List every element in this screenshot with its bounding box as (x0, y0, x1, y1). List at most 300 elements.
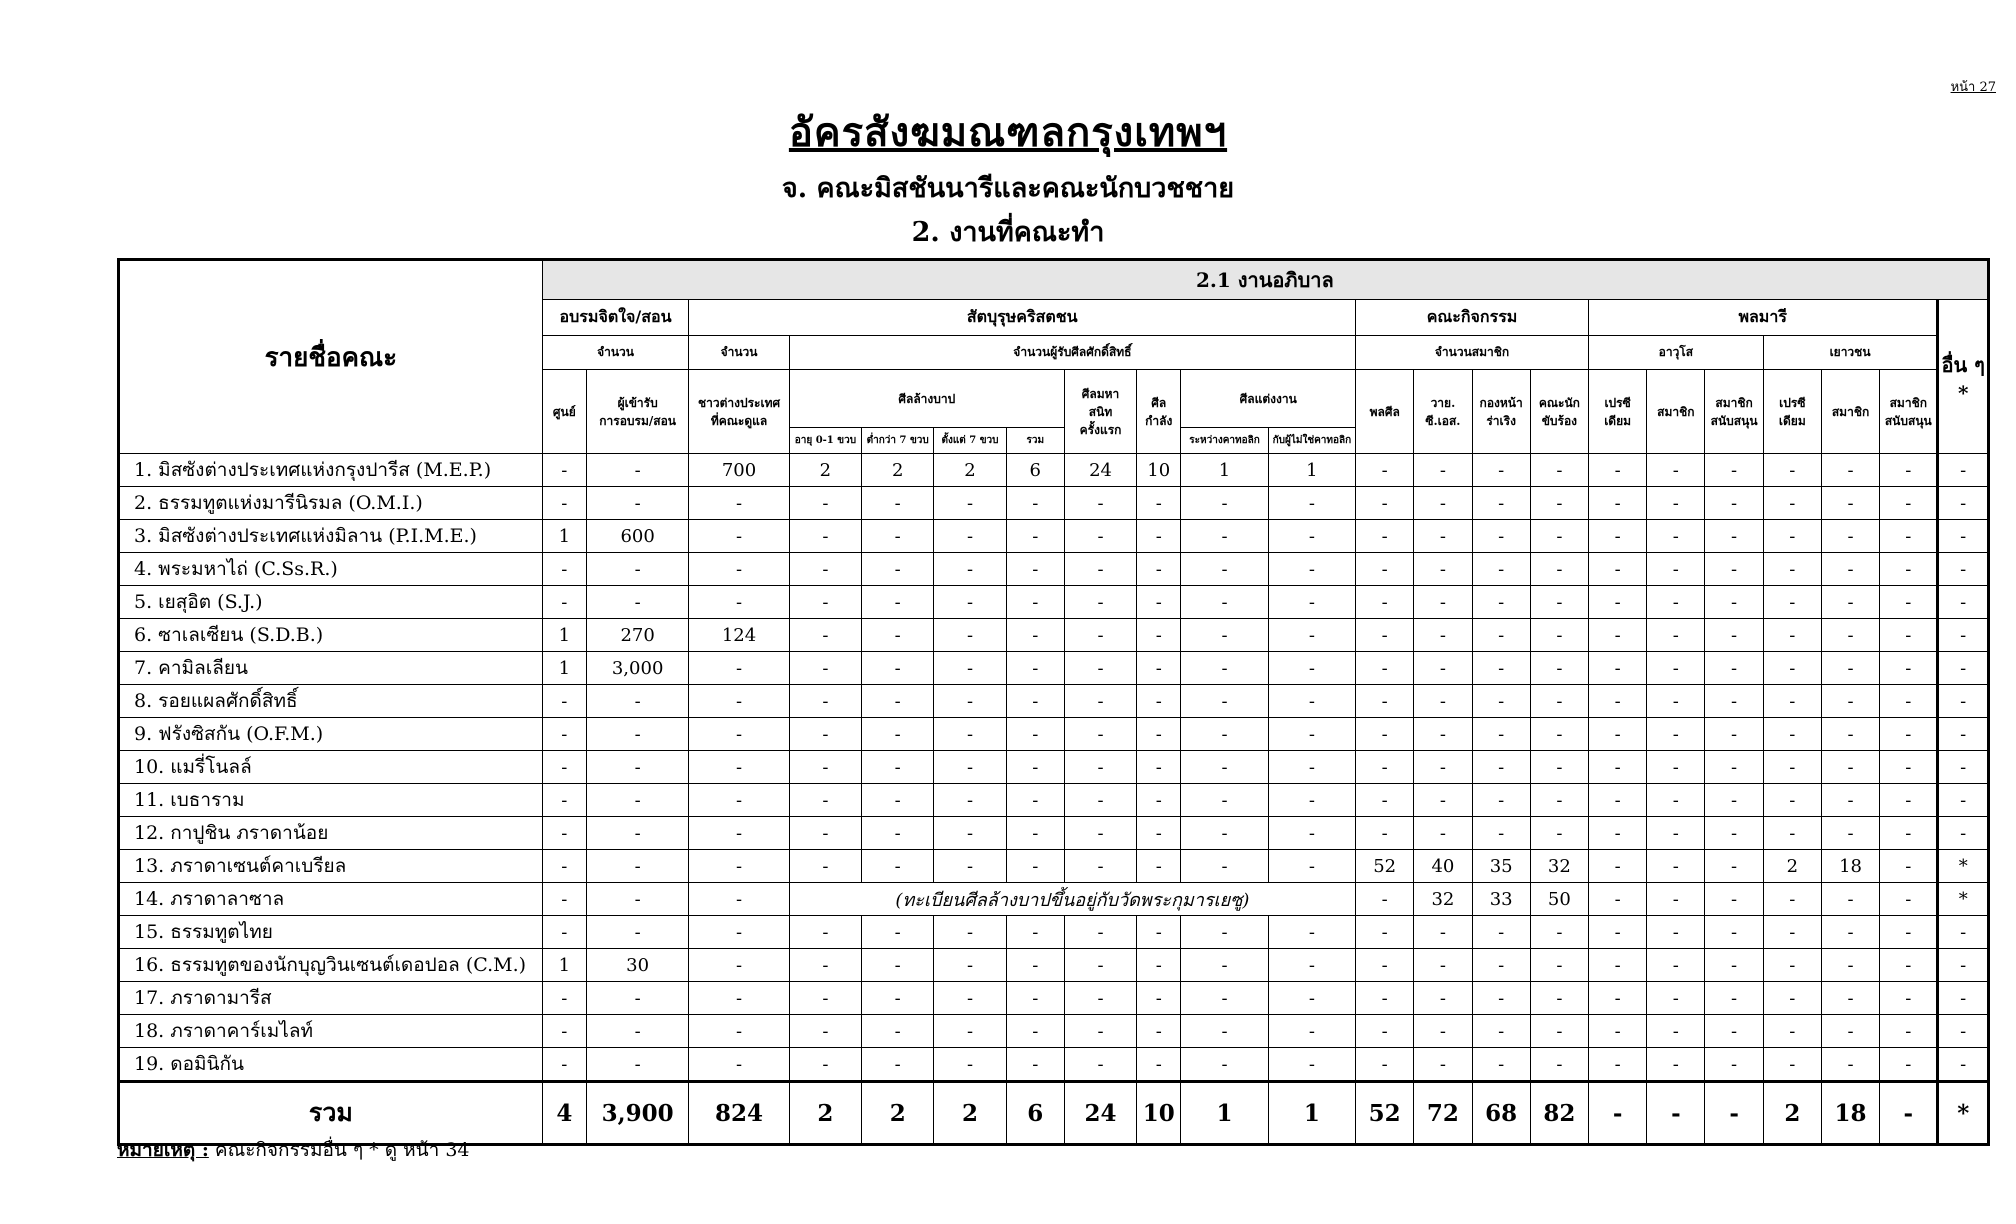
table-cell: - (1763, 454, 1821, 487)
table-cell: - (1763, 883, 1821, 916)
table-cell: - (689, 520, 789, 553)
table-cell: - (689, 817, 789, 850)
table-cell: - (1880, 1015, 1938, 1048)
table-cell: - (1006, 982, 1064, 1015)
table-cell: - (1705, 652, 1763, 685)
table-cell: - (1472, 982, 1530, 1015)
table-cell: - (1356, 751, 1414, 784)
table-cell: - (1356, 454, 1414, 487)
table-cell: - (1647, 685, 1705, 718)
table-cell: - (934, 949, 1006, 982)
table-cell: - (1880, 619, 1938, 652)
table-row (119, 520, 1989, 553)
pol-sil-header: พลศีล (1356, 370, 1414, 454)
table-cell: - (1530, 949, 1588, 982)
table-cell: - (1530, 487, 1588, 520)
table-cell: - (1880, 487, 1938, 520)
total-cell: 2 (934, 1082, 1006, 1145)
table-cell: - (1589, 949, 1647, 982)
table-cell: - (1268, 1015, 1355, 1048)
table-cell: - (689, 1015, 789, 1048)
table-cell: - (1006, 553, 1064, 586)
table-cell: 1 (542, 652, 586, 685)
baptism-header: ศีลล้างบาป (789, 370, 1064, 428)
table-cell: - (1938, 685, 1989, 718)
table-cell: - (1647, 784, 1705, 817)
table-cell: - (542, 553, 586, 586)
training-header: อบรมจิตใจ/สอน (542, 300, 689, 336)
table-cell: - (1006, 784, 1064, 817)
total-cell: - (1705, 1082, 1763, 1145)
total-cell: 72 (1414, 1082, 1472, 1145)
table-cell: - (1006, 751, 1064, 784)
table-cell: - (1006, 487, 1064, 520)
table-cell: - (934, 685, 1006, 718)
table-cell: - (689, 949, 789, 982)
foreigners-header: ชาวต่างประเทศ ที่คณะดูแล (689, 370, 789, 454)
table-cell: - (1530, 652, 1588, 685)
table-cell: - (1268, 751, 1355, 784)
table-cell: - (1181, 1048, 1268, 1082)
ycs-header: วาย. ซี.เอส. (1414, 370, 1472, 454)
table-cell: - (1414, 652, 1472, 685)
senior-header: อาวุโส (1589, 336, 1764, 370)
table-cell: - (1181, 751, 1268, 784)
table-cell: - (1821, 487, 1879, 520)
table-cell: - (1589, 487, 1647, 520)
table-cell: - (1064, 982, 1136, 1015)
table-cell: - (1705, 817, 1763, 850)
table-cell: - (1938, 454, 1989, 487)
table-row (119, 1015, 1989, 1048)
table-cell: - (1414, 487, 1472, 520)
table-cell: - (1880, 1048, 1938, 1082)
table-cell: - (1705, 487, 1763, 520)
table-cell: 50 (1530, 883, 1588, 916)
activities-header: คณะกิจกรรม (1356, 300, 1589, 336)
table-cell: - (934, 850, 1006, 883)
table-cell: - (1880, 916, 1938, 949)
name-column-header: รายชื่อคณะ (119, 260, 543, 454)
table-cell: 40 (1414, 850, 1472, 883)
table-cell: - (1880, 850, 1938, 883)
table-cell: - (1064, 1015, 1136, 1048)
table-cell: - (1006, 685, 1064, 718)
table-cell: - (862, 520, 934, 553)
table-cell: - (1880, 982, 1938, 1015)
table-cell: - (789, 784, 861, 817)
table-cell: - (1821, 718, 1879, 751)
table-cell: - (1137, 982, 1181, 1015)
table-cell: - (1414, 751, 1472, 784)
table-cell: - (789, 685, 861, 718)
table-cell: - (1006, 1048, 1064, 1082)
table-cell: - (934, 487, 1006, 520)
table-cell: - (1647, 883, 1705, 916)
table-cell: - (542, 982, 586, 1015)
table-cell: - (1268, 586, 1355, 619)
others-header: อื่น ๆ * (1938, 300, 1989, 454)
table-cell: - (1137, 553, 1181, 586)
table-row (119, 949, 1989, 982)
row-name: 3. มิสซังต่างประเทศแห่งมิลาน (P.I.M.E.) (119, 520, 543, 553)
table-cell: - (1064, 1048, 1136, 1082)
table-cell: - (789, 982, 861, 1015)
table-cell: - (862, 982, 934, 1015)
table-cell: - (1589, 1015, 1647, 1048)
table-cell: - (689, 916, 789, 949)
table-cell: - (1530, 553, 1588, 586)
table-cell: 30 (586, 949, 688, 982)
table-cell: - (1763, 619, 1821, 652)
table-cell: - (1064, 718, 1136, 751)
table-cell: - (1763, 586, 1821, 619)
table-row (119, 850, 1989, 883)
table-row (119, 454, 1989, 487)
table-cell: - (542, 685, 586, 718)
table-cell: - (542, 817, 586, 850)
table-row (119, 982, 1989, 1015)
table-cell: - (789, 1015, 861, 1048)
table-cell: - (1181, 718, 1268, 751)
table-cell: - (1589, 751, 1647, 784)
table-cell: - (789, 817, 861, 850)
table-cell: - (1414, 685, 1472, 718)
table-cell: - (1705, 454, 1763, 487)
table-cell: - (1006, 718, 1064, 751)
table-cell: - (1589, 553, 1647, 586)
table-cell: - (1268, 619, 1355, 652)
table-cell: - (542, 784, 586, 817)
table-cell: - (1137, 520, 1181, 553)
table-cell: 1 (542, 520, 586, 553)
table-cell: - (934, 784, 1006, 817)
table-cell: - (542, 916, 586, 949)
table-cell: - (862, 916, 934, 949)
table-cell: - (1821, 685, 1879, 718)
table-cell: - (1414, 586, 1472, 619)
table-cell: - (1763, 652, 1821, 685)
table-cell: - (1064, 586, 1136, 619)
table-cell: - (862, 652, 934, 685)
table-cell: - (862, 784, 934, 817)
table-row (119, 784, 1989, 817)
table-cell: - (1137, 949, 1181, 982)
table-cell: - (1137, 586, 1181, 619)
table-cell: - (1705, 850, 1763, 883)
table-cell: - (1589, 652, 1647, 685)
table-cell: - (1414, 454, 1472, 487)
table-cell: - (1268, 1048, 1355, 1082)
total-cell: 18 (1821, 1082, 1879, 1145)
table-cell: - (689, 982, 789, 1015)
table-cell: - (689, 718, 789, 751)
row-name: 5. เยสุอิต (S.J.) (119, 586, 543, 619)
table-cell: - (1647, 586, 1705, 619)
table-cell: - (1472, 652, 1530, 685)
table-cell: - (1064, 850, 1136, 883)
total-cell: 3,900 (586, 1082, 688, 1145)
marriage-mixed-header: กับผู้ไม่ใช่คาทอลิก (1268, 428, 1355, 454)
table-cell: - (1472, 454, 1530, 487)
table-cell: - (1821, 586, 1879, 619)
table-cell: - (1589, 1048, 1647, 1082)
table-cell: - (689, 850, 789, 883)
table-row (119, 1048, 1989, 1082)
table-cell: - (1268, 784, 1355, 817)
table-cell: - (1589, 883, 1647, 916)
table-cell: - (689, 784, 789, 817)
table-cell: - (1181, 652, 1268, 685)
table-row (119, 619, 1989, 652)
table-cell: - (1821, 982, 1879, 1015)
table-cell: 32 (1530, 850, 1588, 883)
table-cell: - (1705, 1048, 1763, 1082)
table-cell: - (1705, 685, 1763, 718)
table-cell: 32 (1414, 883, 1472, 916)
table-cell: - (1530, 520, 1588, 553)
table-cell: - (1356, 982, 1414, 1015)
table-cell: - (1821, 652, 1879, 685)
table-cell: - (1530, 784, 1588, 817)
table-cell: - (1589, 454, 1647, 487)
table-cell: - (1356, 586, 1414, 619)
table-cell: - (1647, 520, 1705, 553)
table-cell: - (1763, 916, 1821, 949)
table-cell: - (1064, 949, 1136, 982)
table-cell: - (1356, 784, 1414, 817)
table-cell: - (586, 553, 688, 586)
table-cell: - (1821, 553, 1879, 586)
table-container (117, 258, 1990, 1146)
table-cell: - (542, 487, 586, 520)
choir-header: คณะนัก ขับร้อง (1530, 370, 1588, 454)
table-cell: - (1472, 586, 1530, 619)
table-cell: - (689, 553, 789, 586)
table-cell: - (862, 1015, 934, 1048)
table-cell: - (1938, 916, 1989, 949)
table-cell: - (1064, 751, 1136, 784)
table-cell: - (1938, 982, 1989, 1015)
table-cell: - (1356, 652, 1414, 685)
table-cell: - (586, 487, 688, 520)
table-cell: - (789, 1048, 861, 1082)
table-cell: - (689, 883, 789, 916)
table-cell: - (1938, 619, 1989, 652)
table-cell: - (934, 619, 1006, 652)
table-cell: - (1137, 718, 1181, 751)
trainees-header: ผู้เข้ารับ การอบรม/สอน (586, 370, 688, 454)
total-cell: 2 (862, 1082, 934, 1145)
table-cell: - (1414, 916, 1472, 949)
table-cell: - (1472, 1015, 1530, 1048)
table-cell: 1 (542, 949, 586, 982)
table-cell: - (1356, 718, 1414, 751)
table-cell: 18 (1821, 850, 1879, 883)
table-cell: - (1064, 487, 1136, 520)
table-cell: - (1821, 1048, 1879, 1082)
table-cell: - (789, 916, 861, 949)
table-cell: - (1880, 652, 1938, 685)
table-cell: - (1530, 586, 1588, 619)
table-cell: - (1589, 619, 1647, 652)
table-cell: - (1763, 520, 1821, 553)
table-cell: - (1763, 553, 1821, 586)
table-cell: - (586, 1048, 688, 1082)
table-cell: - (1268, 949, 1355, 982)
remark (117, 1135, 470, 1165)
table-cell: - (1530, 685, 1588, 718)
table-cell: - (1589, 916, 1647, 949)
table-cell: - (1472, 1048, 1530, 1082)
table-cell: - (542, 1015, 586, 1048)
table-cell: - (689, 487, 789, 520)
table-cell: - (1268, 982, 1355, 1015)
table-cell: - (1414, 520, 1472, 553)
table-cell: 700 (689, 454, 789, 487)
table-cell: - (1268, 652, 1355, 685)
table-row (119, 751, 1989, 784)
senior-auxiliary-header: สมาชิก สนับสนุน (1705, 370, 1763, 454)
baptism-sum-header: รวม (1006, 428, 1064, 454)
row-name: 17. ภราดามารีส (119, 982, 543, 1015)
table-cell: 33 (1472, 883, 1530, 916)
table-cell: 270 (586, 619, 688, 652)
table-cell: - (1647, 619, 1705, 652)
total-cell: 10 (1137, 1082, 1181, 1145)
table-cell: - (1064, 553, 1136, 586)
table-cell: - (1137, 1015, 1181, 1048)
table-cell: - (1705, 883, 1763, 916)
table-cell: - (1356, 553, 1414, 586)
table-cell: - (1064, 784, 1136, 817)
center-header: ศูนย์ (542, 370, 586, 454)
table-cell: - (1530, 751, 1588, 784)
table-cell: - (586, 1015, 688, 1048)
table-cell: - (586, 751, 688, 784)
under-7-header: ต่ำกว่า 7 ขวบ (862, 428, 934, 454)
table-cell: - (1414, 982, 1472, 1015)
table-cell: - (789, 553, 861, 586)
table-cell: - (1821, 520, 1879, 553)
row-name: 13. ภราดาเซนต์คาเบรียล (119, 850, 543, 883)
subsection-subtitle: 2. งานที่คณะทำ (911, 217, 1105, 248)
table-cell: 1 (1268, 454, 1355, 487)
table-cell: - (1268, 718, 1355, 751)
table-cell: - (1938, 1015, 1989, 1048)
table-cell: - (542, 718, 586, 751)
table-cell: - (586, 817, 688, 850)
table-cell: - (689, 1048, 789, 1082)
table-cell: - (862, 817, 934, 850)
table-row (119, 652, 1989, 685)
table-cell: - (1137, 751, 1181, 784)
table-cell: - (1763, 1048, 1821, 1082)
kong-na-header: กองหน้า ร่าเริง (1472, 370, 1530, 454)
table-cell: - (1938, 586, 1989, 619)
table-cell: - (789, 520, 861, 553)
table-cell: - (1647, 817, 1705, 850)
total-cell: 824 (689, 1082, 789, 1145)
table-cell: - (1064, 520, 1136, 553)
table-cell: - (1268, 817, 1355, 850)
table-cell: - (1006, 949, 1064, 982)
table-cell: - (1414, 784, 1472, 817)
table-cell: - (1647, 718, 1705, 751)
table-cell: - (1589, 850, 1647, 883)
total-cell: 2 (789, 1082, 861, 1145)
table-cell: - (1705, 1015, 1763, 1048)
table-cell: 1 (542, 619, 586, 652)
remark-label: หมายเหตุ : (117, 1139, 209, 1161)
table-cell: - (789, 619, 861, 652)
table-cell: - (1880, 751, 1938, 784)
table-cell: - (586, 784, 688, 817)
table-cell: - (1064, 817, 1136, 850)
table-cell: - (934, 718, 1006, 751)
table-cell: - (1763, 817, 1821, 850)
table-cell: - (862, 850, 934, 883)
table-cell: - (542, 751, 586, 784)
row-name: 18. ภราดาคาร์เมไลท์ (119, 1015, 543, 1048)
table-cell: - (1356, 1015, 1414, 1048)
total-cell: - (1589, 1082, 1647, 1145)
table-cell: - (1705, 553, 1763, 586)
table-cell: - (1880, 784, 1938, 817)
table-cell: 52 (1356, 850, 1414, 883)
table-cell: - (1268, 520, 1355, 553)
table-cell: - (1472, 520, 1530, 553)
table-cell: - (1589, 586, 1647, 619)
total-cell: 52 (1356, 1082, 1414, 1145)
table-cell: 35 (1472, 850, 1530, 883)
table-cell: - (1137, 817, 1181, 850)
table-cell: - (586, 718, 688, 751)
table-cell: - (1647, 850, 1705, 883)
table-cell: - (1181, 487, 1268, 520)
senior-praesidium-header: เปรซี เดียม (1589, 370, 1647, 454)
table-cell: - (1356, 949, 1414, 982)
table-cell: - (1472, 487, 1530, 520)
table-cell: 6 (1006, 454, 1064, 487)
table-cell: - (1414, 553, 1472, 586)
table-cell: - (1880, 883, 1938, 916)
table-cell: - (1064, 619, 1136, 652)
table-cell: * (1938, 883, 1989, 916)
total-cell: - (1880, 1082, 1938, 1145)
row-name: 4. พระมหาไถ่ (C.Ss.R.) (119, 553, 543, 586)
marriage-header: ศีลแต่งงาน (1181, 370, 1356, 428)
table-cell: - (1589, 685, 1647, 718)
table-cell: - (1938, 520, 1989, 553)
table-cell: - (1880, 520, 1938, 553)
table-body (119, 454, 1989, 1145)
table-cell: - (789, 751, 861, 784)
table-cell: - (862, 553, 934, 586)
table-cell: 2 (789, 454, 861, 487)
table-cell: - (1181, 916, 1268, 949)
table-cell: - (1472, 553, 1530, 586)
table-cell: 600 (586, 520, 688, 553)
table-cell: - (1181, 784, 1268, 817)
table-cell: - (1530, 1015, 1588, 1048)
table-cell: - (586, 586, 688, 619)
table-cell: - (1705, 586, 1763, 619)
table-cell: - (1821, 751, 1879, 784)
table-cell: - (1705, 718, 1763, 751)
table-cell: - (586, 883, 688, 916)
table-cell: - (934, 751, 1006, 784)
